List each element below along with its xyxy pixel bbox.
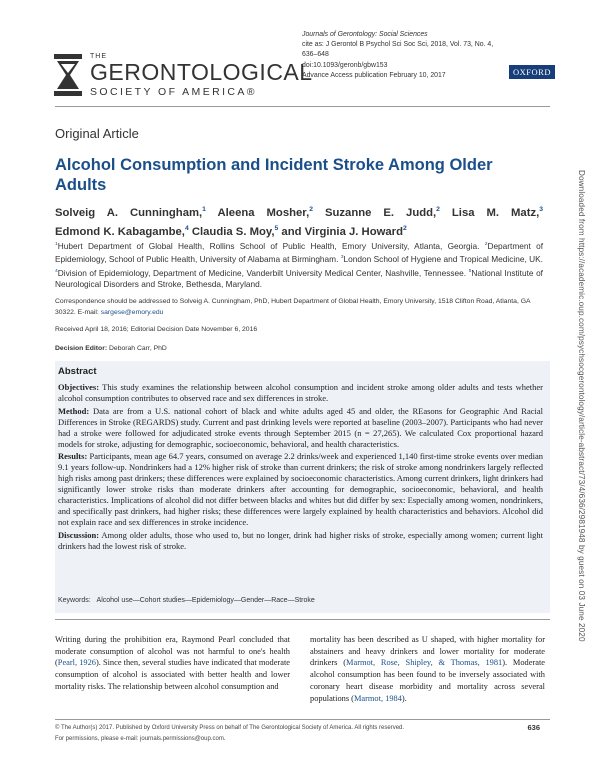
citation-link[interactable]: Marmot, Rose, Shipley, & Thomas, 1981 [346,658,503,668]
logo-name: GERONTOLOGICAL [90,59,313,85]
header-divider [55,106,550,107]
abstract-method: Method: Data are from a U.S. national cohort of black and white adults aged 45 and older, the REasons for Geographic And Racial Differences in Stroke (REGARDS) study. Current and past drinking levels were reported at baseline (2003–2007). Participants who had never had a stroke were followed for adjudicated stroke events through September 2015 (n = 27,265). We calculated Cox proportional hazard models for stroke, adjusting for demographic, socioeconomic, behavioral, and health characteristics. [58,405,543,449]
decision-editor: Decision Editor: Deborah Carr, PhD [55,345,167,352]
article-title: Alcohol Consumption and Incident Stroke Among Older Adults [55,156,493,194]
permissions: For permissions, please e-mail: journals.permissions@oup.com. [55,736,226,742]
author-line-2 [55,221,543,240]
page-number: 636 [527,723,540,732]
keywords: Keywords: Alcohol use—Cohort studies—Epidemiology—Gender—Race—Stroke [58,597,315,604]
logo-subtitle: SOCIETY OF AMERICA® [90,86,257,98]
author[interactable]: Claudia S. Moy,$^5$ [191,224,279,238]
citation-link[interactable]: Marmot, 1984 [353,693,402,703]
download-notice: Downloaded from https://academic.oup.com/psychsocgerontology/article-abstract/73/4/636/2981948 by guest on 03 June 2020 [577,170,586,642]
logo-the: THE [90,53,107,60]
journal-meta [302,30,502,81]
correspondence: Correspondence should be addressed to Solveig A. Cunningham, PhD, Hubert Department of Global Health, Emory University, 1518 Clifton Road, Atlanta, GA 30322. E-mail: sargese@emory.edu [55,298,531,317]
abstract-results: Results: Participants, mean age 64.7 years, consumed on average 2.2 drinks/week and experienced 1,140 first-time stroke events over median 9.1 years follow-up. Nondrinkers had a 12% higher risk of stroke than current drinkers; the risk of stroke among nondrinkers largely reflected high risks among past drinkers; these differences were explained by socioeconomic characteristics. Among current drinkers, light drinkers had significantly lower stroke risks than moderate drinkers after accounting for demographic, socioeconomic, behavioral, and health characteristics. Implications of alcohol did not differ between blacks and whites but did differ by sex: Especially among women, nondrinkers, and specifically past drinkers, had higher risks; these differences were largely explained by health characteristics and behaviors. Alcohol did not explain race and sex differences in stroke incidence. [58,451,543,527]
abstract-divider [55,619,550,620]
author[interactable]: and Virginia J. Howard$^2$ [281,224,407,238]
author[interactable]: Suzanne E. Judd,$^2$ [324,206,440,219]
author-line-1 [55,202,543,221]
author-list [55,202,543,240]
received-dates: Received April 18, 2016; Editorial Decision Date November 6, 2016 [55,326,258,333]
abstract-objectives: Objectives: This study examines the relationship between alcohol consumption and incident stroke among older adults and tests whether alcohol consumption contributes to observed race and sex differences in stroke. [58,382,543,403]
author[interactable]: Aleena Mosher,$^2$ [217,206,313,219]
abstract-body [58,382,543,554]
hourglass-icon [52,52,84,98]
abstract-discussion: Discussion: Among older adults, those who used to, but no longer, drink had higher risks of stroke, especially among women; current light drinkers had the lowest risk of stroke. [58,529,543,551]
copyright: © The Author(s) 2017. Published by Oxford University Press on behalf of The Gerontological Society of America. All rights reserved. [55,725,405,731]
oxford-badge: OXFORD [509,65,555,79]
footer [55,723,550,745]
abstract-heading: Abstract [58,366,97,377]
author[interactable]: Solveig A. Cunningham,$^1$ [55,206,206,219]
doi[interactable]: doi:10.1093/geronb/gbw153 [302,61,388,69]
cite-as: cite as: J Gerontol B Psychol Sci Soc Sci, 2018, Vol. 73, No. 4, 636–648 [302,41,494,59]
footer-divider [55,719,550,720]
society-logo [52,50,313,100]
correspondence-email[interactable]: sargese@emory.edu [100,309,164,317]
journal-name: Journals of Gerontology: Social Sciences [302,31,428,38]
author[interactable]: Lisa M. Matz,$^3$ [451,206,544,219]
body-column-left: Writing during the prohibition era, Raymond Pearl concluded that moderate consumption of alcohol was not harmful to one's health (Pearl, 1926). Since then, several studies have indicated that moderate consumption of alcohol is associated with better health and lower mortality risks. The relationship between alcohol consumption and [55,635,290,691]
citation-link[interactable]: Pearl, 1926 [57,658,96,668]
download-sidebar [576,170,586,642]
article-type: Original Article [55,126,139,141]
affiliations: $^1$Hubert Department of Global Health, Rollins School of Public Health, Emory University, Atlanta, Georgia. $^2$Department of Epidemiology, School of Public Health, University of Alabama at Birmingham. $^3$London School of Hygiene and Tropical Medicine, UK. $^4$Division of Epidemiology, Department of Medicine, Vanderbilt University Medical Center, Nashville, Tennessee. $^5$National Institute of Neurological Disorders and Stroke, Bethesda, Maryland. [55,240,543,290]
advance-access: Advance Access publication February 10, 2017 [302,71,446,79]
body-column-right: mortality has been described as U shaped, with higher mortality for abstainers and heavy drinkers and lower mortality for moderate drinkers (Marmot, Rose, Shipley, & Thomas, 1981). Moderate alcohol consumption has been found to be inversely associated with coronary heart disease morbidity and mortality across several populations (Marmot, 1984). [310,635,545,703]
author[interactable]: Edmond K. Kabagambe,$^4$ [55,224,189,238]
